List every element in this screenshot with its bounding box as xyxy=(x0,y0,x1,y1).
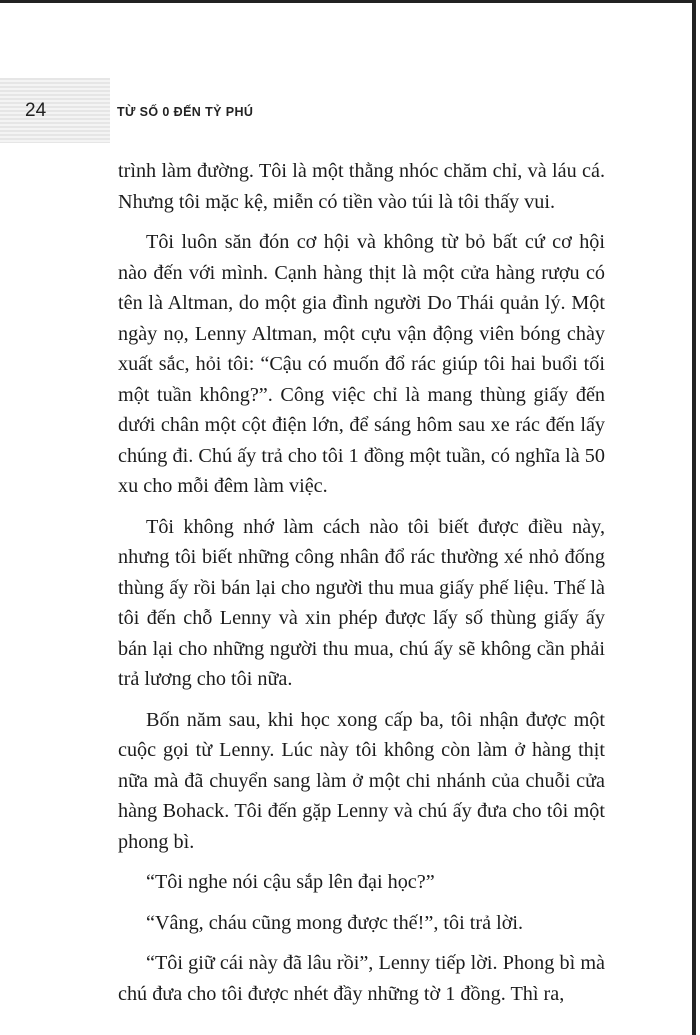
running-head-title: TỪ SỐ 0 ĐẾN TỶ PHÚ xyxy=(117,105,254,119)
paragraph-2: Tôi luôn săn đón cơ hội và không từ bỏ bất cứ cơ hội nào đến với mình. Cạnh hàng thịt là một cửa hàng rượu có tên là Altman, do một gia đình người Do Thái quản lý. Một ngày nọ, Lenny Altman, một cựu vận động viên bóng chày xuất sắc, hỏi tôi: “Cậu có muốn đổ rác giúp tôi hai buổi tối một tuần không?”. Công việc chỉ là mang thùng giấy đến dưới chân một cột điện lớn, để sáng hôm sau xe rác đến lấy chúng đi. Chú ấy trả cho tôi 1 đồng một tuần, có nghĩa là 50 xu cho mỗi đêm làm việc. xyxy=(118,231,605,497)
paragraph-6: “Vâng, cháu cũng mong được thế!”, tôi trả lời. xyxy=(146,911,524,934)
paragraph-4: Bốn năm sau, khi học xong cấp ba, tôi nhận được một cuộc gọi từ Lenny. Lúc này tôi không còn làm ở hàng thịt nữa mà đã chuyển sang làm ở một chi nhánh của chuỗi cửa hàng Bohack. Tôi đến gặp Lenny và chú ấy đưa cho tôi một phong bì. xyxy=(118,708,605,853)
paragraph-5: “Tôi nghe nói cậu sắp lên đại học?” xyxy=(146,871,435,893)
page-number: 24 xyxy=(25,100,47,121)
paragraph-1: trình làm đường. Tôi là một thằng nhóc chăm chỉ, và láu cá. Nhưng tôi mặc kệ, miễn có tiền vào túi là tôi thấy vui. xyxy=(118,160,605,213)
header-tab-band xyxy=(0,78,110,143)
body-text xyxy=(118,156,605,1009)
paragraph-7: “Tôi giữ cái này đã lâu rồi”, Lenny tiếp lời. Phong bì mà chú đưa cho tôi được nhét đầy những tờ 1 đồng. Thì ra, xyxy=(118,952,605,1005)
paragraph-3: Tôi không nhớ làm cách nào tôi biết được điều này, nhưng tôi biết những công nhân đổ rác thường xé nhỏ đống thùng ấy rồi bán lại cho người thu mua giấy phế liệu. Thế là tôi đến chỗ Lenny và xin phép được lấy số thùng giấy ấy bán lại cho những người thu mua, chú ấy sẽ không cần phải trả lương cho tôi nữa. xyxy=(118,515,605,690)
